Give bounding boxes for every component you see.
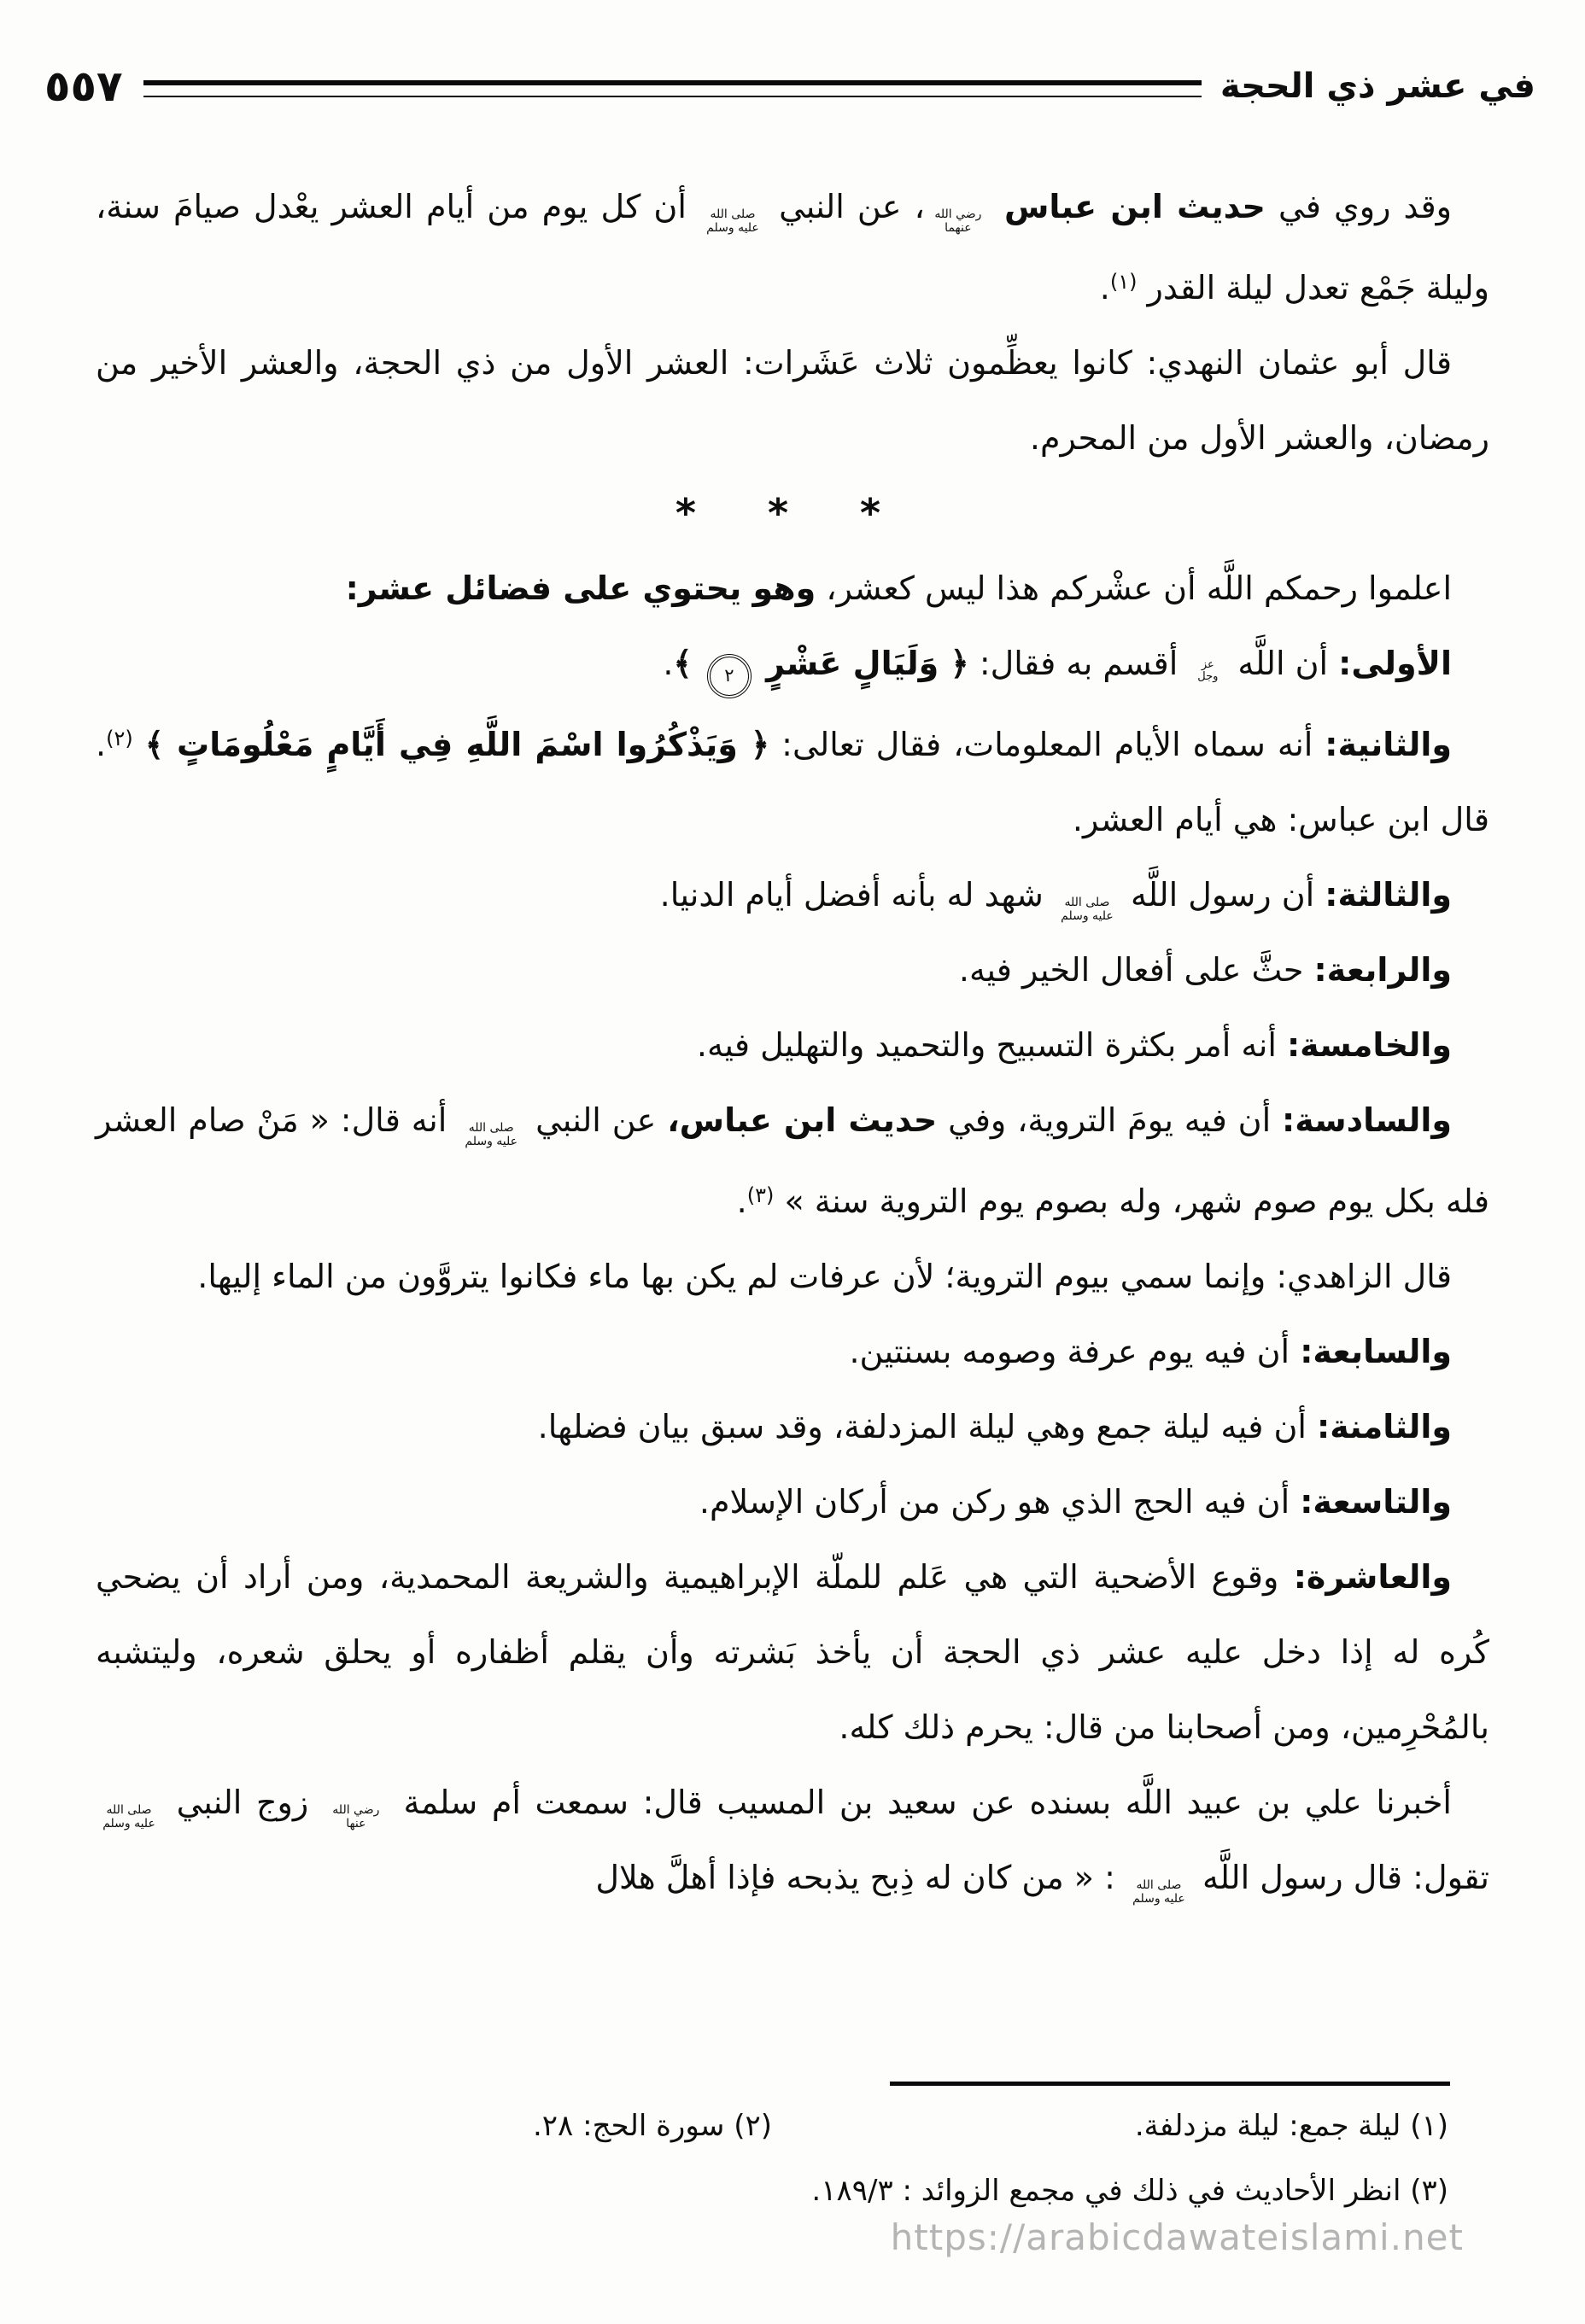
paragraph-virtue-8	[96, 1389, 1489, 1464]
honorific-seal: صلى الله عليه وسلم	[1061, 896, 1114, 923]
text-run: أن فيه الحج الذي هو ركن من أركان الإسلام.	[699, 1483, 1301, 1521]
text-run: أن فيه يوم عرفة وصومه بسنتين.	[849, 1333, 1301, 1370]
text-run: أنه أمر بكثرة التسبيح والتحميد والتهليل فيه.	[696, 1026, 1287, 1064]
text-run	[133, 726, 145, 763]
paragraph-virtue-10	[96, 1539, 1489, 1765]
text-run: أن فيه يومَ التروية، وفي	[937, 1101, 1283, 1139]
footnote-3: (٣) انظر الأحاديث في ذلك في مجمع الزوائد : ١٨٩/٣.	[811, 2174, 1448, 2208]
text-run: أقسم به فقال:	[968, 645, 1189, 682]
text-run: اعلموا رحمكم اللَّه أن عشْركم هذا ليس كعشر،	[816, 569, 1452, 607]
honorific-seal: صلى الله عليه وسلم	[102, 1803, 155, 1831]
text-run: وقد روي في	[1265, 188, 1452, 225]
text-run: وقوع الأضحية التي هي عَلم للملّة الإبراهيمية والشريعة المحمدية، ومن أراد أن يضحي كُره له إذا دخل عليه عشر ذي الحجة أن يأخذ بَشرته وأن يقلم أظفاره أو يحلق شعره، وليتشبه بالمُحْرِمين، ومن أصحابنا من قال: يحرم ذلك كله.	[96, 1558, 1489, 1746]
text-run: .	[1099, 269, 1110, 307]
paragraph-virtue-1	[96, 626, 1489, 701]
text-run: زوج النبي	[162, 1784, 323, 1821]
text-run: أخبرنا علي بن عبيد اللَّه بسنده عن سعيد بن المسيب قال: سمعت أم سلمة	[389, 1784, 1452, 1821]
footnote-ref: (١)	[1109, 270, 1138, 294]
text-run: تقول: قال رسول اللَّه	[1191, 1859, 1489, 1896]
honorific-seal: صلى الله عليه وسلم	[706, 207, 759, 235]
quran-verse: ﴿ وَلَيَالٍ عَشْرٍ	[754, 645, 969, 682]
paragraph-abu-uthman	[96, 325, 1489, 476]
text-run: حثَّ على أفعال الخير فيه.	[958, 951, 1314, 989]
bold-text-run: والعاشرة:	[1293, 1558, 1452, 1596]
footnote-row-1	[102, 2093, 1448, 2158]
honorific-seal: عز وجل	[1197, 657, 1219, 683]
header-rule	[143, 80, 1202, 97]
paragraph-intro-virtues	[96, 551, 1489, 626]
honorific-seal: رضي الله عنها	[332, 1803, 380, 1831]
text-run: ، عن النبي	[765, 188, 925, 225]
text-run: أن كل يوم من أيام العشر يعْدل صيامَ سنة، وليلة جَمْع تعدل ليلة القدر	[96, 188, 1489, 307]
text-run: شهد له بأنه أفضل أيام الدنيا.	[659, 876, 1054, 914]
text-run: أن رسول اللَّه	[1120, 876, 1325, 914]
honorific-seal: صلى الله عليه وسلم	[465, 1121, 518, 1148]
quran-verse: ﴿ وَيَذْكُرُوا اسْمَ اللَّهِ فِي أَيَّامٍ مَعْلُومَاتٍ ﴾	[144, 726, 770, 763]
bold-text-run: والثالثة:	[1325, 876, 1452, 914]
page-number: ٥٥٧	[44, 61, 123, 111]
footnotes	[102, 2093, 1448, 2223]
paragraph-virtue-2	[96, 701, 1489, 857]
paragraph-umm-salama	[96, 1765, 1489, 1915]
honorific-seal: صلى الله عليه وسلم	[1132, 1878, 1185, 1906]
text-run: . قال ابن عباس: هي أيام العشر.	[96, 726, 1489, 838]
honorific-seal: رضي الله عنهما	[934, 207, 982, 235]
text-run: .	[736, 1182, 747, 1220]
text-run	[991, 188, 1004, 225]
text-run: قال الزاهدي: وإنما سمي بيوم التروية؛ لأن عرفات لم يكن بها ماء فكانوا يتروَّون من الماء إليها.	[197, 1258, 1452, 1295]
footnote-2: (٢) سورة الحج: ٢٨.	[532, 2109, 772, 2143]
bold-text-run: حديث ابن عباس،	[667, 1101, 938, 1139]
bold-text-run: والثامنة:	[1317, 1408, 1452, 1445]
paragraph-virtue-6	[96, 1083, 1489, 1239]
text-run: قال أبو عثمان النهدي: كانوا يعظِّمون ثلاث عَشَرات: العشر الأول من ذي الحجة، والعشر الأخير من رمضان، والعشر الأول من المحرم.	[96, 344, 1489, 457]
text-run: عن النبي	[524, 1101, 668, 1139]
paragraph-zahidi	[96, 1239, 1489, 1314]
bold-text-run: والثانية:	[1325, 726, 1452, 763]
footnote-divider	[890, 2082, 1450, 2086]
text-run: أنه قال: « مَنْ صام العشر فله بكل يوم صوم شهر، وله بصوم يوم التروية سنة »	[96, 1101, 1489, 1220]
bold-text-run: الأولى:	[1338, 645, 1452, 682]
text-run: أنه سماه الأيام المعلومات، فقال تعالى:	[769, 726, 1325, 763]
quran-verse: ﴾	[673, 645, 704, 682]
bold-text-run: والتاسعة:	[1300, 1483, 1452, 1521]
paragraph-hadith-ibn-abbas	[96, 169, 1489, 325]
footnote-1: (١) ليلة جمع: ليلة مزدلفة.	[1134, 2109, 1448, 2143]
bold-text-run: وهو يحتوي على فضائل عشر:	[345, 569, 816, 607]
footnote-ref: (٣)	[746, 1183, 775, 1207]
bold-text-run: والخامسة:	[1286, 1026, 1452, 1064]
paragraph-virtue-7	[96, 1314, 1489, 1389]
bold-text-run: حديث ابن عباس	[1003, 188, 1266, 225]
text-run: : « من كان له ذِبح يذبحه فإذا أهلَّ هلال	[595, 1859, 1126, 1896]
watermark: https://arabicdawateislami.net	[890, 2216, 1464, 2258]
page-body	[96, 169, 1489, 1915]
verse-number-marker: ٢	[707, 654, 752, 698]
paragraph-virtue-9	[96, 1464, 1489, 1539]
paragraph-virtue-5	[96, 1007, 1489, 1083]
page-header	[44, 61, 1535, 111]
text-run: أن اللَّه	[1227, 645, 1339, 682]
paragraph-virtue-4	[96, 932, 1489, 1007]
footnote-row-2	[102, 2158, 1448, 2223]
text-run: .	[663, 645, 674, 682]
text-run: أن فيه ليلة جمع وهي ليلة المزدلفة، وقد سبق بيان فضلها.	[537, 1408, 1318, 1445]
page-header-title: في عشر ذي الحجة	[1219, 67, 1535, 106]
bold-text-run: والسادسة:	[1282, 1101, 1452, 1139]
footnote-ref: (٢)	[106, 727, 133, 750]
paragraph-virtue-3	[96, 857, 1489, 932]
section-separator: * * *	[675, 490, 910, 536]
bold-text-run: والسابعة:	[1300, 1333, 1452, 1370]
bold-text-run: والرابعة:	[1313, 951, 1452, 989]
